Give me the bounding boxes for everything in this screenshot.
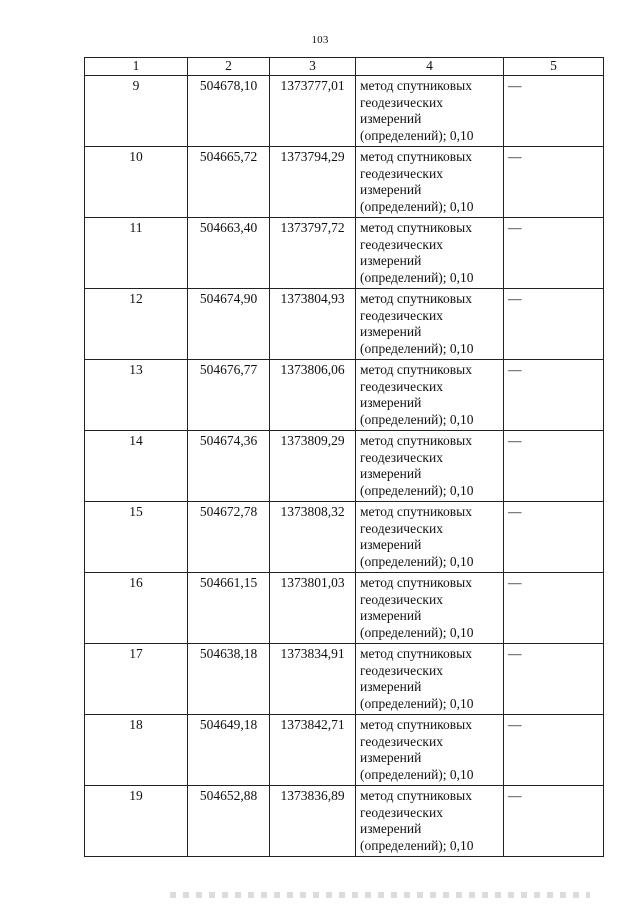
x-coordinate-cell: 504678,10 (188, 76, 270, 147)
note-cell: — (504, 147, 604, 218)
x-coordinate-cell: 504649,18 (188, 715, 270, 786)
method-cell: метод спутниковых геодезических измерений (определений); 0,10 (356, 360, 504, 431)
header-col-4: 4 (356, 58, 504, 76)
note-cell: — (504, 431, 604, 502)
page-number: 103 (311, 34, 329, 46)
x-coordinate-cell: 504665,72 (188, 147, 270, 218)
point-number-cell: 12 (85, 289, 188, 360)
note-cell: — (504, 360, 604, 431)
point-number-cell: 14 (85, 431, 188, 502)
table-row (85, 360, 604, 431)
x-coordinate-cell: 504652,88 (188, 786, 270, 857)
method-cell: метод спутниковых геодезических измерений (определений); 0,10 (356, 715, 504, 786)
method-cell: метод спутниковых геодезических измерений (определений); 0,10 (356, 502, 504, 573)
point-number-cell: 19 (85, 786, 188, 857)
table-row (85, 431, 604, 502)
table-row (85, 786, 604, 857)
y-coordinate-cell: 1373842,71 (270, 715, 356, 786)
y-coordinate-cell: 1373834,91 (270, 644, 356, 715)
method-cell: метод спутниковых геодезических измерений (определений); 0,10 (356, 218, 504, 289)
point-number-cell: 16 (85, 573, 188, 644)
method-cell: метод спутниковых геодезических измерений (определений); 0,10 (356, 76, 504, 147)
table-row (85, 289, 604, 360)
header-col-2: 2 (188, 58, 270, 76)
y-coordinate-cell: 1373806,06 (270, 360, 356, 431)
method-cell: метод спутниковых геодезических измерений (определений); 0,10 (356, 147, 504, 218)
y-coordinate-cell: 1373804,93 (270, 289, 356, 360)
x-coordinate-cell: 504674,90 (188, 289, 270, 360)
point-number-cell: 9 (85, 76, 188, 147)
y-coordinate-cell: 1373794,29 (270, 147, 356, 218)
x-coordinate-cell: 504674,36 (188, 431, 270, 502)
x-coordinate-cell: 504663,40 (188, 218, 270, 289)
y-coordinate-cell: 1373836,89 (270, 786, 356, 857)
method-cell: метод спутниковых геодезических измерений (определений); 0,10 (356, 573, 504, 644)
point-number-cell: 15 (85, 502, 188, 573)
x-coordinate-cell: 504676,77 (188, 360, 270, 431)
table-row (85, 218, 604, 289)
table-row (85, 502, 604, 573)
table-row (85, 147, 604, 218)
y-coordinate-cell: 1373777,01 (270, 76, 356, 147)
table-row (85, 715, 604, 786)
method-cell: метод спутниковых геодезических измерений (определений); 0,10 (356, 431, 504, 502)
point-number-cell: 11 (85, 218, 188, 289)
scan-artifact (170, 892, 590, 898)
note-cell: — (504, 573, 604, 644)
header-col-3: 3 (270, 58, 356, 76)
header-col-1: 1 (85, 58, 188, 76)
method-cell: метод спутниковых геодезических измерений (определений); 0,10 (356, 786, 504, 857)
x-coordinate-cell: 504672,78 (188, 502, 270, 573)
point-number-cell: 13 (85, 360, 188, 431)
y-coordinate-cell: 1373797,72 (270, 218, 356, 289)
point-number-cell: 18 (85, 715, 188, 786)
header-row (85, 58, 604, 76)
x-coordinate-cell: 504638,18 (188, 644, 270, 715)
y-coordinate-cell: 1373808,32 (270, 502, 356, 573)
coordinates-table (84, 57, 604, 857)
header-col-5: 5 (504, 58, 604, 76)
note-cell: — (504, 218, 604, 289)
note-cell: — (504, 289, 604, 360)
note-cell: — (504, 502, 604, 573)
y-coordinate-cell: 1373801,03 (270, 573, 356, 644)
table-row (85, 76, 604, 147)
method-cell: метод спутниковых геодезических измерений (определений); 0,10 (356, 644, 504, 715)
table-row (85, 573, 604, 644)
table-row (85, 644, 604, 715)
note-cell: — (504, 644, 604, 715)
method-cell: метод спутниковых геодезических измерений (определений); 0,10 (356, 289, 504, 360)
note-cell: — (504, 715, 604, 786)
point-number-cell: 17 (85, 644, 188, 715)
note-cell: — (504, 786, 604, 857)
x-coordinate-cell: 504661,15 (188, 573, 270, 644)
note-cell: — (504, 76, 604, 147)
y-coordinate-cell: 1373809,29 (270, 431, 356, 502)
point-number-cell: 10 (85, 147, 188, 218)
